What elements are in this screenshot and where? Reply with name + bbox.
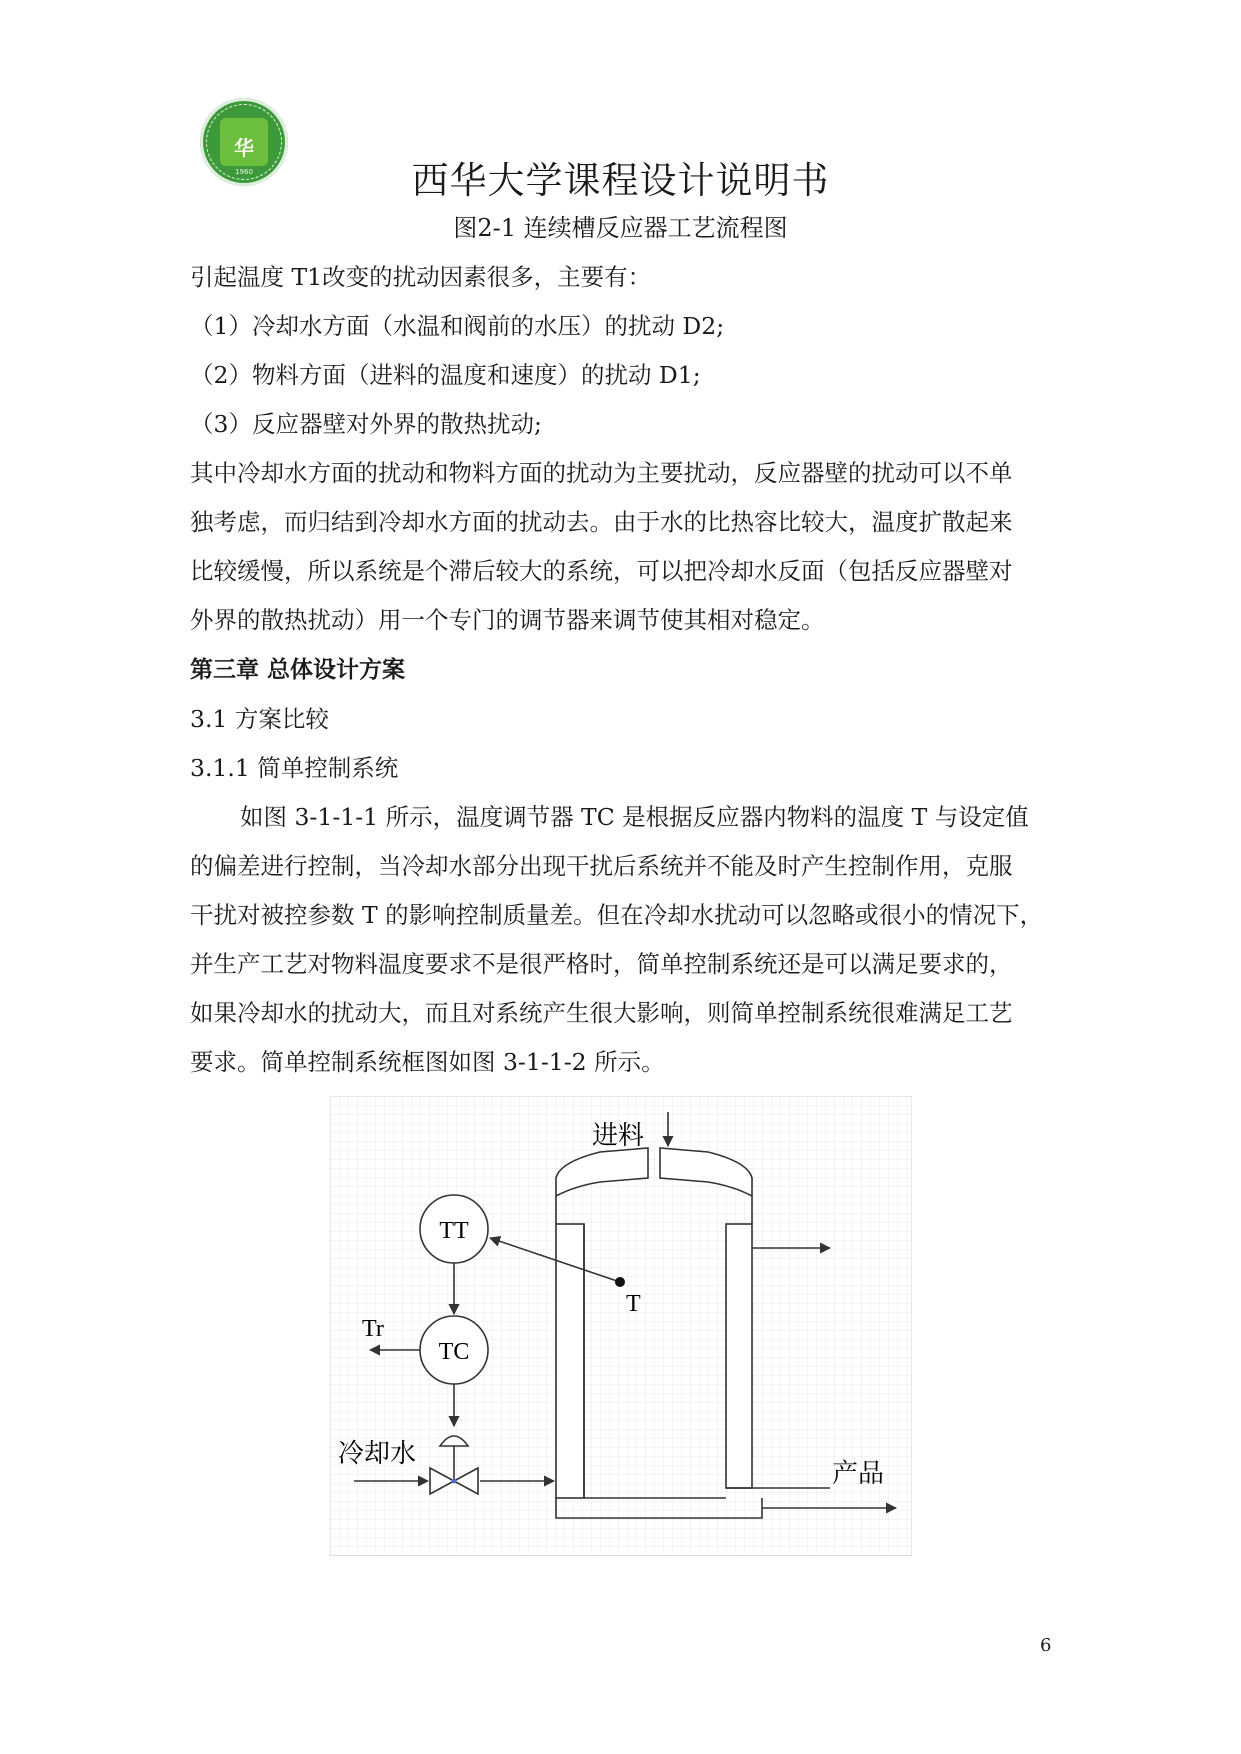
figure-caption: 图2-1 连续槽反应器工艺流程图 [453, 214, 788, 242]
paragraph-line: 其中冷却水方面的扰动和物料方面的扰动为主要扰动，反应器壁的扰动可以不单 [190, 459, 1013, 487]
paragraph-line: （1）冷却水方面（水温和阀前的水压）的扰动 D2; [190, 312, 725, 340]
temperature-sensor-point [615, 1277, 625, 1287]
t-label: T [626, 1291, 641, 1317]
body-line: 如果冷却水的扰动大，而且对系统产生很大影响，则简单控制系统很难满足工艺 [190, 999, 1013, 1027]
paragraph-line: 外界的散热扰动）用一个专门的调节器来调节使其相对稳定。 [190, 606, 825, 634]
subsection-heading: 3.1.1 简单控制系统 [190, 754, 399, 782]
logo-glyph: 华 [234, 136, 254, 160]
page-number: 6 [1040, 1635, 1052, 1656]
paragraph-line: 独考虑，而归结到冷却水方面的扰动去。由于水的比热容比较大，温度扩散起来 [190, 508, 1013, 536]
page-header-title: 西华大学课程设计说明书 [411, 159, 830, 202]
logo-year: 1960 [235, 168, 253, 176]
feed-label: 进料 [592, 1121, 645, 1150]
body-line: 要求。简单控制系统框图如图 3-1-1-2 所示。 [190, 1048, 665, 1076]
paragraph-line: （3）反应器壁对外界的散热扰动; [190, 410, 542, 438]
section-heading: 3.1 方案比较 [190, 705, 329, 733]
coolant-label: 冷却水 [338, 1439, 417, 1468]
tt-label: TT [439, 1218, 469, 1244]
paragraph-line: （2）物料方面（进料的温度和速度）的扰动 D1; [190, 361, 701, 389]
product-label: 产品 [832, 1459, 885, 1488]
paragraph-line: 比较缓慢，所以系统是个滞后较大的系统，可以把冷却水反面（包括反应器壁对 [190, 557, 1013, 585]
tc-label: TC [438, 1339, 470, 1365]
tr-label: Tr [362, 1316, 384, 1342]
body-line: 并生产工艺对物料温度要求不是很严格时，简单控制系统还是可以满足要求的， [190, 950, 1013, 978]
paragraph-line: 引起温度 T1改变的扰动因素很多，主要有： [190, 263, 652, 291]
body-line: 干扰对被控参数 T 的影响控制质量差。但在冷却水扰动可以忽略或很小的情况下， [190, 901, 1044, 929]
chapter-heading: 第三章 总体设计方案 [190, 657, 406, 683]
control-loop-diagram [330, 1096, 912, 1556]
body-line: 如图 3-1-1-1 所示，温度调节器 TC 是根据反应器内物料的温度 T 与设定值 [240, 803, 1029, 831]
body-line: 的偏差进行控制，当冷却水部分出现干扰后系统并不能及时产生控制作用，克服 [190, 852, 1013, 880]
